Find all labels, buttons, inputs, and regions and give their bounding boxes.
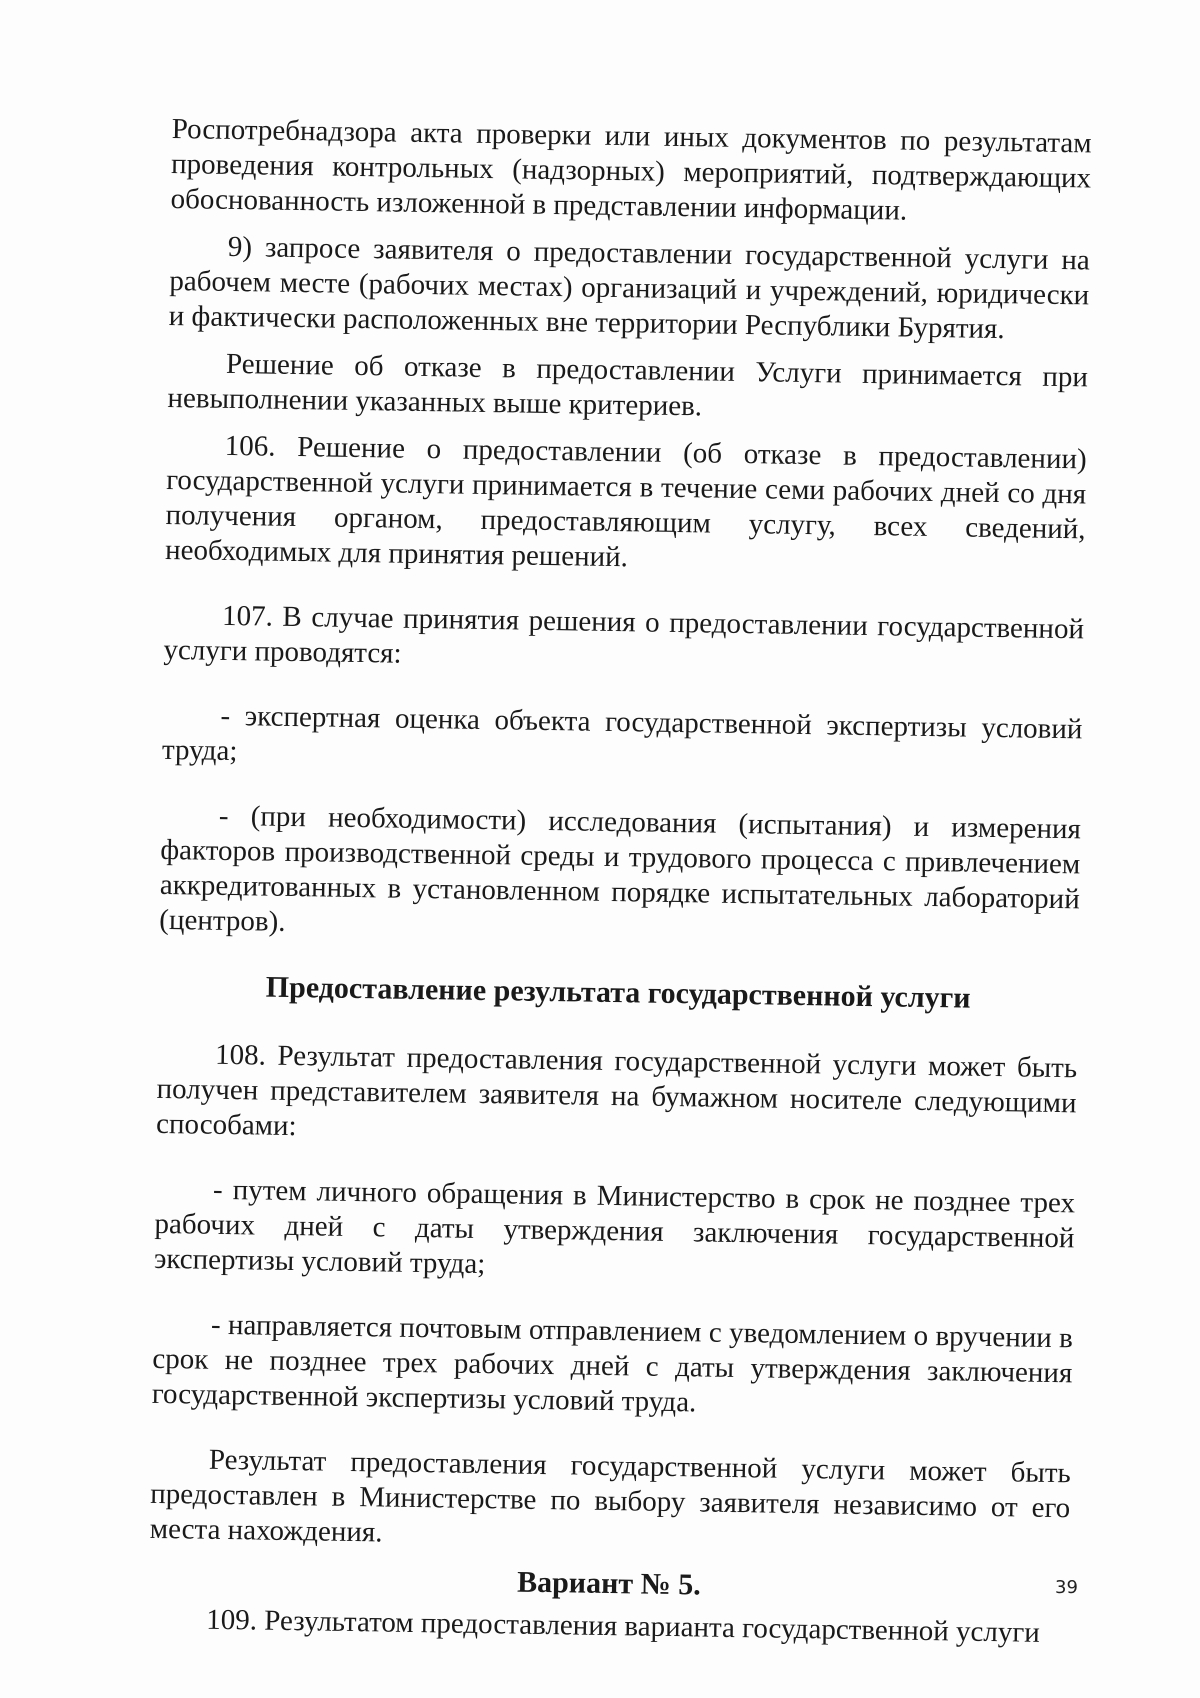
paragraph-109: 109. Результатом предоставления варианта государственной услуги [206, 1603, 1041, 1649]
page-number: 39 [1055, 1577, 1078, 1598]
paragraph-item-9: 9) запросе заявителя о предоставлении государственной услуги на рабочем месте (рабочих местах) организаций и учреждений, юридически и фактически расположенных вне территории Республики Бурятия. [168, 230, 1091, 346]
list-item-expert-assessment: - экспертная оценка объекта государственной экспертизы условий труда; [161, 699, 1083, 768]
list-item-personal-visit: - путем личного обращения в Министерство в срок не позднее трех рабочих дней с даты утверждения заключения государственной экспертизы условий труда; [153, 1173, 1076, 1281]
list-item-postal-delivery: - направляется почтовым отправлением с уведомлением о вручении в срок не позднее трех рабочих дней с даты утверждения заключения государственной экспертизы условий труда. [151, 1308, 1074, 1419]
document-body [148, 112, 1092, 1663]
paragraph-rospotrebnadzor: Роспотребнадзора акта проверки или иных документов по результатам проведения контрольных (надзорных) мероприятий, подтверждающих обоснованность изложенной в представлении информации. [170, 112, 1092, 227]
variant-heading: Вариант № 5. [516, 1565, 702, 1602]
paragraph-refusal-decision: Решение об отказе в предоставлении Услуги принимается при невыполнении указанных выше критериев. [167, 347, 1089, 423]
paragraph-108: 108. Результат предоставления государственной услуги может быть получен представителем заявителя на бумажном носителе следующими способами: [155, 1038, 1078, 1143]
paragraph-107: 107. В случае принятия решения о предоставлении государственной услуги проводятся: [163, 599, 1085, 670]
section-heading-result: Предоставление результата государственной услуги [265, 970, 971, 1015]
paragraph-result-at-ministry: Результат предоставления государственной услуги может быть предоставлен в Министерстве по выбору заявителя независимо от его места нахождения. [149, 1443, 1071, 1549]
paragraph-106: 106. Решение о предоставлении (об отказе в предоставлении) государственной услуги принимается в течение семи рабочих дней со дня получения органом, предоставляющим услугу, всех сведений, необходимых для принятия решений. [164, 429, 1087, 574]
list-item-research-measurement: - (при необходимости) исследования (испытания) и измерения факторов производственной среды и трудового процесса с привлечением аккредитованных в установленном порядке испытательных лабораторий (центров). [159, 799, 1082, 938]
